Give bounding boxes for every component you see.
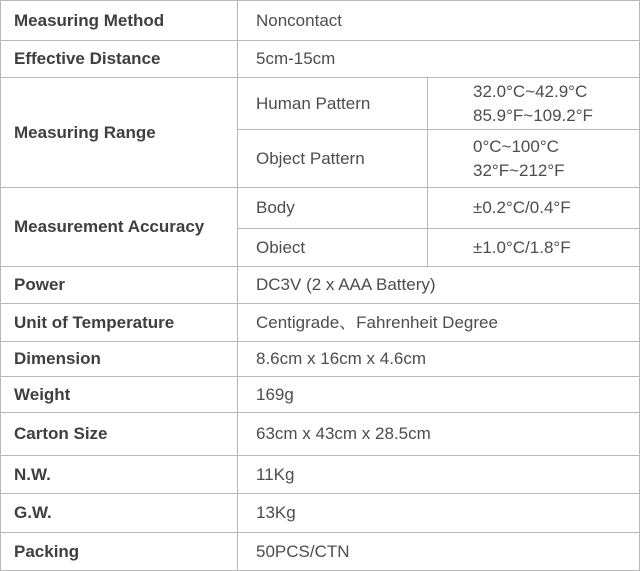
spec-value: Centigrade、Fahrenheit Degree — [238, 304, 640, 342]
spec-sublabel: Object Pattern — [238, 130, 428, 188]
spec-row-dimension — [1, 342, 640, 377]
spec-value: 11Kg — [238, 456, 640, 494]
spec-label: N.W. — [1, 456, 238, 494]
spec-value: DC3V (2 x AAA Battery) — [238, 267, 640, 304]
spec-row-unit-of-temperature — [1, 304, 640, 342]
spec-sublabel: Obiect — [238, 229, 428, 267]
range-celsius: 32.0°C~42.9°C — [473, 81, 588, 101]
spec-value: 5cm-15cm — [238, 41, 640, 78]
spec-value: 8.6cm x 16cm x 4.6cm — [238, 342, 640, 377]
spec-row-measuring-range-human — [1, 78, 640, 130]
spec-row-carton-size — [1, 413, 640, 456]
spec-sublabel: Human Pattern — [238, 78, 428, 130]
range-celsius: 0°C~100°C — [473, 136, 559, 156]
spec-label: Weight — [1, 377, 238, 413]
spec-row-effective-distance — [1, 41, 640, 78]
spec-label: Packing — [1, 533, 238, 571]
spec-value: 63cm x 43cm x 28.5cm — [238, 413, 640, 456]
spec-label: Measurement Accuracy — [1, 188, 238, 267]
spec-value — [428, 130, 640, 188]
spec-row-packing — [1, 533, 640, 571]
spec-value: 169g — [238, 377, 640, 413]
spec-label: Measuring Range — [1, 78, 238, 188]
range-fahrenheit: 85.9°F~109.2°F — [473, 105, 593, 125]
spec-label: Effective Distance — [1, 41, 238, 78]
spec-row-power — [1, 267, 640, 304]
spec-row-gross-weight — [1, 494, 640, 533]
spec-label: G.W. — [1, 494, 238, 533]
spec-row-weight — [1, 377, 640, 413]
spec-label: Dimension — [1, 342, 238, 377]
spec-value: Noncontact — [238, 1, 640, 41]
spec-sublabel: Body — [238, 188, 428, 229]
spec-label: Power — [1, 267, 238, 304]
spec-row-measuring-method — [1, 1, 640, 41]
spec-label: Unit of Temperature — [1, 304, 238, 342]
spec-label: Measuring Method — [1, 1, 238, 41]
spec-value: 50PCS/CTN — [238, 533, 640, 571]
spec-label: Carton Size — [1, 413, 238, 456]
spec-row-net-weight — [1, 456, 640, 494]
range-fahrenheit: 32°F~212°F — [473, 160, 565, 180]
spec-value: ±0.2°C/0.4°F — [428, 188, 640, 229]
spec-value: 13Kg — [238, 494, 640, 533]
spec-value: ±1.0°C/1.8°F — [428, 229, 640, 267]
spec-row-accuracy-body — [1, 188, 640, 229]
spec-value — [428, 78, 640, 130]
